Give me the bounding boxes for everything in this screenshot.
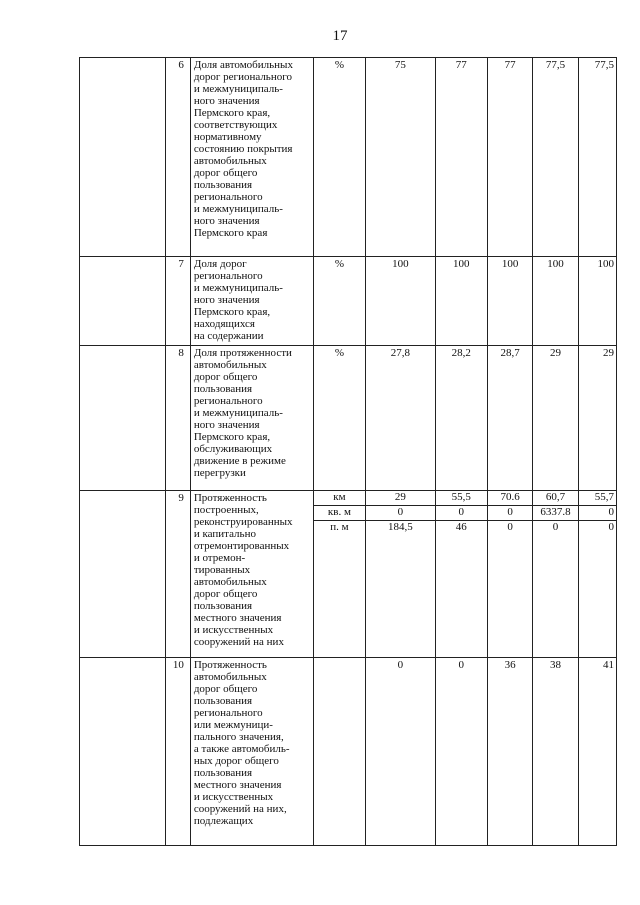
indicator-name-line: Доля дорог (193, 258, 247, 270)
indicator-name-line: Доля протяженности (193, 347, 292, 359)
indicator-name-line: пользования (193, 695, 253, 707)
value-cell (487, 491, 532, 658)
indicator-name-line: автомобильных (193, 359, 267, 371)
value-cell: 29 (578, 346, 616, 491)
indicator-name (190, 491, 313, 658)
unit-cell (313, 658, 365, 846)
table-row (80, 346, 617, 491)
indicator-name-line: и искусственных (193, 791, 274, 803)
value-cell: 100 (578, 257, 616, 346)
row-number: 7 (165, 257, 190, 346)
indicator-name-line: Протяженность (193, 659, 267, 671)
value: 184,5 (387, 521, 413, 533)
unit-cell: % (313, 257, 365, 346)
value: 0 (552, 521, 559, 533)
value-cell: 100 (366, 257, 436, 346)
indicator-name-line: регионального (193, 270, 263, 282)
indicator-name-line: ного значения (193, 419, 260, 431)
unit-label: кв. м (314, 506, 365, 521)
value: 46 (455, 521, 467, 533)
value: 0 (507, 521, 513, 533)
value-cell (435, 491, 487, 658)
indicator-name-line: пользования (193, 767, 253, 779)
value-cell: 41 (578, 658, 616, 846)
value-cell: 77 (435, 58, 487, 257)
indicator-name-line: на содержании (193, 330, 264, 342)
value: 55,5 (436, 491, 487, 506)
value: 6337.8 (533, 506, 577, 521)
value: 60,7 (533, 491, 577, 506)
table-row (80, 491, 617, 658)
indicator-name-line: дорог общего (193, 683, 258, 695)
blank-cell (80, 58, 166, 257)
value-cell (366, 491, 436, 658)
value-cell: 77 (487, 58, 532, 257)
blank-cell (80, 658, 166, 846)
value: 0 (488, 506, 532, 521)
row-number: 10 (165, 658, 190, 846)
indicator-name-line: пользования (193, 600, 253, 612)
page-number: 17 (332, 28, 348, 44)
indicator-name (190, 346, 313, 491)
indicator-name-line: подлежащих (193, 815, 254, 827)
unit-label: км (314, 491, 365, 506)
indicator-name-line: регионального (193, 395, 263, 407)
value-cell: 75 (366, 58, 436, 257)
value: 0 (608, 521, 614, 533)
indicators-table (79, 57, 617, 846)
table-row (80, 58, 617, 257)
unit-label: п. м (330, 521, 349, 533)
value: 29 (366, 491, 435, 506)
value-cell: 27,8 (366, 346, 436, 491)
indicator-name-line: и межмуниципаль- (193, 83, 283, 95)
indicator-name-line: и искусственных (193, 624, 274, 636)
blank-cell (80, 491, 166, 658)
value: 70.6 (488, 491, 532, 506)
indicator-name-line: состоянию покрытия (193, 143, 293, 155)
indicator-name-line: или межмуници- (193, 719, 273, 731)
unit-cell: % (313, 346, 365, 491)
indicator-name-line: пользования (193, 179, 253, 191)
indicator-name-line: движение в режиме (193, 455, 286, 467)
indicator-name (190, 58, 313, 257)
value-cell: 36 (487, 658, 532, 846)
table-row (80, 257, 617, 346)
indicator-name-line: Доля автомобильных (193, 59, 293, 71)
indicator-name-line: Пермского края, (193, 107, 271, 119)
indicator-name-line: ного значения (193, 95, 260, 107)
indicator-name-line: сооружений на них, (193, 803, 287, 815)
indicator-name-line: Протяженность (193, 492, 267, 504)
value-cell (533, 491, 578, 658)
blank-cell (80, 257, 166, 346)
indicator-name (190, 658, 313, 846)
indicator-name-line: автомобильных (193, 671, 267, 683)
indicator-name-line: дорог регионального (193, 71, 292, 83)
value-cell: 100 (487, 257, 532, 346)
row-number: 9 (165, 491, 190, 658)
indicator-name-line: и межмуниципаль- (193, 282, 283, 294)
value-cell: 0 (366, 658, 436, 846)
value: 55,7 (579, 491, 616, 506)
value-cell: 0 (435, 658, 487, 846)
indicator-name-line: регионального (193, 707, 263, 719)
value: 0 (366, 506, 435, 521)
indicator-name-line: ного значения (193, 215, 260, 227)
row-number: 6 (165, 58, 190, 257)
unit-cell (313, 491, 365, 658)
indicator-name-line: регионального (193, 191, 263, 203)
indicator-name-line: обслуживающих (193, 443, 273, 455)
indicator-name-line: и отремон- (193, 552, 246, 564)
indicator-name-line: местного значения (193, 612, 282, 624)
indicator-name (190, 257, 313, 346)
value: 0 (436, 506, 487, 521)
indicator-name-line: местного значения (193, 779, 282, 791)
indicator-name-line: автомобильных (193, 155, 267, 167)
indicator-name-line: сооружений на них (193, 636, 284, 648)
indicator-name-line: тированных (193, 564, 251, 576)
indicator-name-line: находящихся (193, 318, 255, 330)
unit-cell: % (313, 58, 365, 257)
indicator-name-line: перегрузки (193, 467, 246, 479)
indicator-name-line: Пермского края, (193, 306, 271, 318)
indicator-name-line: отремонтированных (193, 540, 290, 552)
table-row (80, 658, 617, 846)
value-cell: 77,5 (533, 58, 578, 257)
indicator-name-line: ного значения (193, 294, 260, 306)
blank-cell (80, 346, 166, 491)
indicator-name-line: дорог общего (193, 588, 258, 600)
indicator-name-line: и капитально (193, 528, 256, 540)
indicator-name-line: и межмуниципаль- (193, 203, 283, 215)
indicator-name-line: ных дорог общего (193, 755, 279, 767)
indicator-name-line: дорог общего (193, 167, 258, 179)
indicator-name-line: автомобильных (193, 576, 267, 588)
value-cell: 100 (533, 257, 578, 346)
indicator-name-line: Пермского края, (193, 431, 271, 443)
indicator-name-line: реконструированных (193, 516, 293, 528)
value-cell: 77,5 (578, 58, 616, 257)
indicator-name-line: пользования (193, 383, 253, 395)
indicator-name-line: и межмуниципаль- (193, 407, 283, 419)
value-cell: 100 (435, 257, 487, 346)
indicator-name-line: Пермского края (193, 227, 268, 239)
indicator-name-line: пального значения, (193, 731, 284, 743)
indicator-name-line: нормативному (193, 131, 262, 143)
indicator-name-line: а также автомобиль- (193, 743, 290, 755)
indicator-name-line: дорог общего (193, 371, 258, 383)
indicator-name-line: соответствующих (193, 119, 278, 131)
value-cell (578, 491, 616, 658)
row-number: 8 (165, 346, 190, 491)
indicator-name-line: построенных, (193, 504, 259, 516)
value-cell: 28,7 (487, 346, 532, 491)
value-cell: 29 (533, 346, 578, 491)
value-cell: 38 (533, 658, 578, 846)
value-cell: 28,2 (435, 346, 487, 491)
value: 0 (579, 506, 616, 521)
